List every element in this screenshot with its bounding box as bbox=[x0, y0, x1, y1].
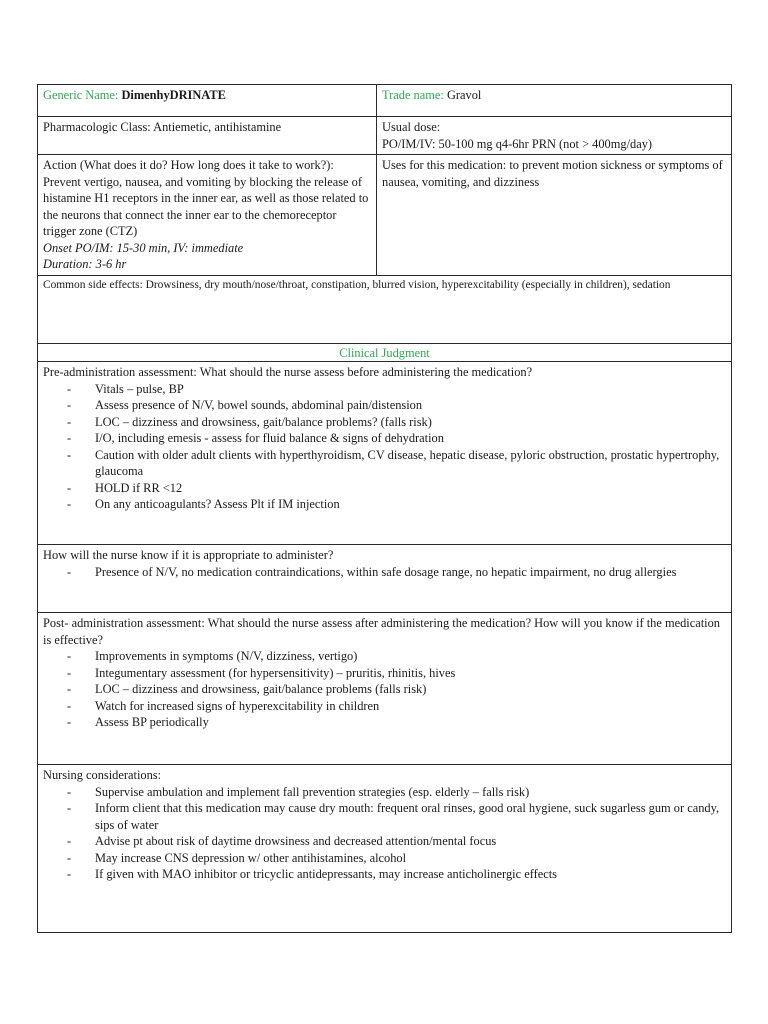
list-item: - Advise pt about risk of daytime drowsiness and decreased attention/mental focus bbox=[95, 833, 726, 850]
nursing-heading: Nursing considerations: bbox=[43, 768, 162, 782]
nursing-row bbox=[38, 765, 732, 933]
usual-dose-label: Usual dose: bbox=[382, 120, 441, 134]
list-item: - Improvements in symptoms (N/V, dizziness, vertigo) bbox=[95, 648, 726, 665]
action-cell bbox=[38, 155, 377, 276]
list-item: - If given with MAO inhibitor or tricyclic antidepressants, may increase anticholinergic effects bbox=[95, 866, 726, 883]
appropriate-list bbox=[43, 564, 726, 581]
pre-admin-list bbox=[43, 381, 726, 513]
appropriate-row bbox=[38, 545, 732, 613]
appropriate-heading: How will the nurse know if it is appropriate to administer? bbox=[43, 548, 334, 562]
list-item: - Assess presence of N/V, bowel sounds, abdominal pain/distension bbox=[95, 397, 726, 414]
trade-name-label: Trade name: bbox=[382, 88, 444, 102]
side-effects-row bbox=[38, 275, 732, 343]
list-item: - Caution with older adult clients with hyperthyroidism, CV disease, hepatic disease, pyloric obstruction, prostatic hypertrophy, glaucoma bbox=[95, 447, 726, 480]
pharmacologic-class: Pharmacologic Class: Antiemetic, antihistamine bbox=[38, 117, 377, 155]
list-item: - Supervise ambulation and implement fall prevention strategies (esp. elderly – falls risk) bbox=[95, 784, 726, 801]
post-admin-cell bbox=[38, 613, 732, 765]
list-item: - On any anticoagulants? Assess Plt if IM injection bbox=[95, 496, 726, 513]
action-text: Action (What does it do? How long does it take to work?): Prevent vertigo, nausea, and vomiting by blocking the release of histamine H1 receptors in the inner ear, as well as those related to the neurons that connect the inner ear to the chemoreceptor trigger zone (CTZ) bbox=[43, 158, 369, 238]
side-effects-text: Common side effects: Drowsiness, dry mouth/nose/throat, constipation, blurred vision, hyperexcitability (especially in children), sedation bbox=[38, 275, 732, 343]
clinical-judgment-heading: Clinical Judgment bbox=[38, 343, 732, 362]
trade-name-cell bbox=[377, 85, 732, 117]
list-item: - Assess BP periodically bbox=[95, 714, 726, 731]
drug-card-table bbox=[37, 84, 732, 933]
onset-text: Onset PO/IM: 15-30 min, IV: immediate bbox=[43, 240, 244, 255]
uses-cell: Uses for this medication: to prevent motion sickness or symptoms of nausea, vomiting, and dizziness bbox=[377, 155, 732, 276]
action-uses-row bbox=[38, 155, 732, 276]
post-admin-row bbox=[38, 613, 732, 765]
pre-admin-cell bbox=[38, 362, 732, 545]
clinical-judgment-row bbox=[38, 343, 732, 362]
generic-name-label: Generic Name: bbox=[43, 88, 119, 102]
generic-name-value: DimenhyDRINATE bbox=[121, 88, 226, 102]
list-item: - Presence of N/V, no medication contraindications, within safe dosage range, no hepatic impairment, no drug allergies bbox=[95, 564, 726, 581]
nursing-cell bbox=[38, 765, 732, 933]
list-item: - LOC – dizziness and drowsiness, gait/balance problems (falls risk) bbox=[95, 681, 726, 698]
appropriate-cell bbox=[38, 545, 732, 613]
duration-text: Duration: 3-6 hr bbox=[43, 257, 127, 271]
trade-name-value: Gravol bbox=[446, 88, 482, 102]
post-admin-list bbox=[43, 648, 726, 731]
list-item: - Inform client that this medication may cause dry mouth: frequent oral rinses, good oral hygiene, suck sugarless gum or candy, sips of water bbox=[95, 800, 726, 833]
class-dose-row bbox=[38, 117, 732, 155]
list-item: - HOLD if RR <12 bbox=[95, 480, 726, 497]
list-item: - Integumentary assessment (for hypersensitivity) – pruritis, rhinitis, hives bbox=[95, 665, 726, 682]
post-admin-heading: Post- administration assessment: What should the nurse assess after administering the medication? How will you know if the medication is effective? bbox=[43, 616, 720, 647]
pre-admin-row bbox=[38, 362, 732, 545]
list-item: - LOC – dizziness and drowsiness, gait/balance problems? (falls risk) bbox=[95, 414, 726, 431]
generic-name-cell bbox=[38, 85, 377, 117]
names-row bbox=[38, 85, 732, 117]
nursing-list bbox=[43, 784, 726, 883]
list-item: - Watch for increased signs of hyperexcitability in children bbox=[95, 698, 726, 715]
usual-dose-value: PO/IM/IV: 50-100 mg q4-6hr PRN (not > 400mg/day) bbox=[382, 136, 653, 151]
list-item: - Vitals – pulse, BP bbox=[95, 381, 726, 398]
pre-admin-heading: Pre-administration assessment: What should the nurse assess before administering the medication? bbox=[43, 365, 533, 379]
usual-dose-cell bbox=[377, 117, 732, 155]
list-item: - May increase CNS depression w/ other antihistamines, alcohol bbox=[95, 850, 726, 867]
list-item: - I/O, including emesis - assess for fluid balance & signs of dehydration bbox=[95, 430, 726, 447]
